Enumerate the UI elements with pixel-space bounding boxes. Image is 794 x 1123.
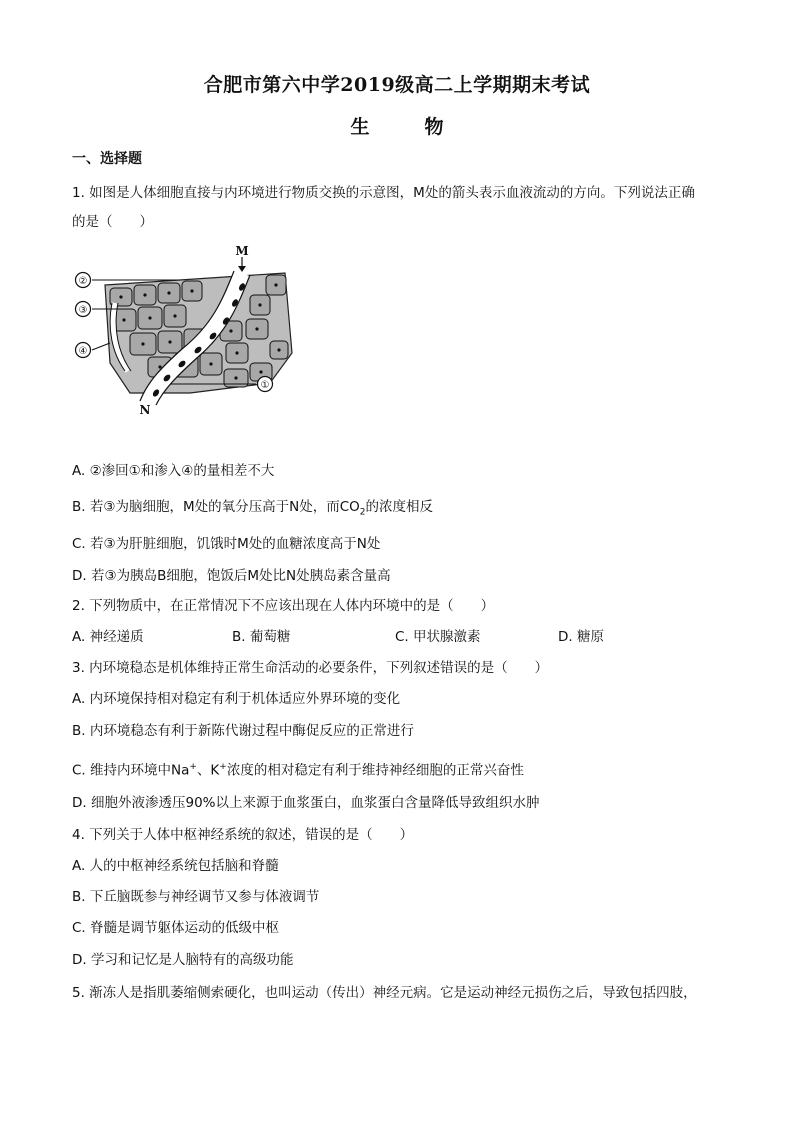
label-4: ④ xyxy=(78,346,88,357)
q1-figure xyxy=(70,243,300,418)
q2-option-d: D. 糖原 xyxy=(558,629,604,645)
q3-option-a: A. 内环境保持相对稳定有利于机体适应外界环境的变化 xyxy=(72,691,401,707)
q5-stem: 5. 渐冻人是指肌萎缩侧索硬化，也叫运动（传出）神经元病。它是运动神经元损伤之后，导致包括四肢， xyxy=(72,985,697,1001)
section-heading: 一、选择题 xyxy=(72,151,142,167)
q3-stem: 3. 内环境稳态是机体维持正常生命活动的必要条件，下列叙述错误的是（ ） xyxy=(72,660,549,676)
exam-title: 合肥市第六中学2019级高二上学期期末考试 xyxy=(203,74,591,96)
subject-title: 生 物 xyxy=(350,116,462,138)
label-m: M xyxy=(235,244,249,258)
tissue-diagram xyxy=(70,243,300,418)
q1-option-a: A. ②渗回①和渗入④的量相差不大 xyxy=(72,463,275,479)
q4-option-d: D. 学习和记忆是人脑特有的高级功能 xyxy=(72,952,294,968)
q2-stem: 2. 下列物质中，在正常情况下不应该出现在人体内环境中的是（ ） xyxy=(72,598,495,614)
q3-option-b: B. 内环境稳态有利于新陈代谢过程中酶促反应的正常进行 xyxy=(72,723,414,739)
label-2: ② xyxy=(78,276,88,287)
q1-stem-line1: 1. 如图是人体细胞直接与内环境进行物质交换的示意图，M处的箭头表示血液流动的方向。下列说法正确 xyxy=(72,185,695,201)
q1-option-d: D. 若③为胰岛B细胞，饱饭后M处比N处胰岛素含量高 xyxy=(72,568,391,584)
q2-option-a: A. 神经递质 xyxy=(72,629,144,645)
q4-option-b: B. 下丘脑既参与神经调节又参与体液调节 xyxy=(72,889,320,905)
q1-option-c: C. 若③为肝脏细胞，饥饿时M处的血糖浓度高于N处 xyxy=(72,536,381,552)
label-n: N xyxy=(139,403,151,417)
q2-option-b: B. 葡萄糖 xyxy=(232,629,291,645)
q3-option-d: D. 细胞外液渗透压90%以上来源于血浆蛋白，血浆蛋白含量降低导致组织水肿 xyxy=(72,795,540,811)
q1-option-b: B. 若③为脑细胞，M处的氧分压高于N处，而$CO_2$的浓度相反 xyxy=(72,499,433,518)
q4-option-a: A. 人的中枢神经系统包括脑和脊髓 xyxy=(72,858,279,874)
q3-option-c: C. 维持内环境中Na+、K+浓度的相对稳定有利于维持神经细胞的正常兴奋性 xyxy=(72,762,524,779)
q2-option-c: C. 甲状腺激素 xyxy=(395,629,481,645)
q4-stem: 4. 下列关于人体中枢神经系统的叙述，错误的是（ ） xyxy=(72,827,414,843)
label-1: ① xyxy=(260,380,270,391)
label-3: ③ xyxy=(78,305,88,316)
q1-stem-line2: 的是（ ） xyxy=(72,214,153,230)
q4-option-c: C. 脊髓是调节躯体运动的低级中枢 xyxy=(72,920,280,936)
